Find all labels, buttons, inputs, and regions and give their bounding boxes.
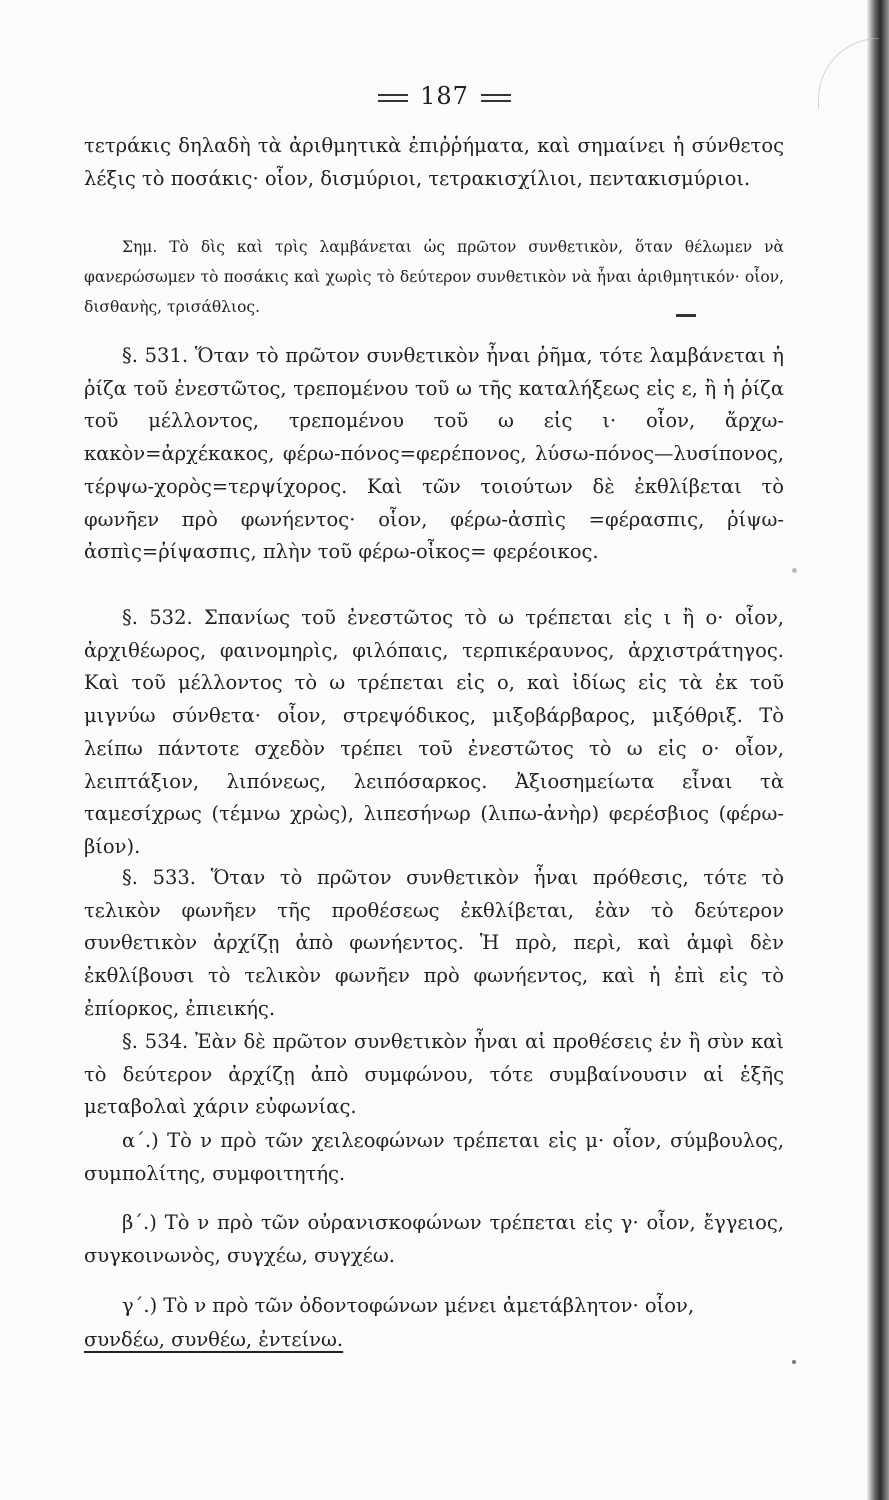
rule-gamma: γ΄.) Τὸ ν πρὸ τῶν ὀδοντοφώνων μένει ἀμετάβλητον· οἷον, xyxy=(122,1294,695,1317)
rule-alpha: α΄.) Τὸ ν πρὸ τῶν χειλεοφώνων τρέπεται εἰς μ· οἷον, σύμβουλος, συμπολίτης, συμφοιτητής. xyxy=(84,1129,784,1185)
paper-speck xyxy=(792,568,797,573)
page-edge-shadow xyxy=(867,0,889,1500)
section-531: §. 531. Ὅταν τὸ πρῶτον συνθετικὸν ἦναι ῥῆμα, τότε λαμβάνεται ἡ ῥίζα τοῦ ἐνεστῶτος, τρεπομένου τοῦ ω τῆς καταλήξεως εἰς ε, ἢ ἡ ῥίζα τοῦ μέλλοντος, τρεπομένου τοῦ ω εἰς ι· οἷον, ἄρχω-κακὸν=ἀρχέκακος, φέρω-πόνος=φερέπονος, λύσω-πόνος—λυσίπονος, τέρψω-χορὸς=τερψίχορος. Καὶ τῶν τοιούτων δὲ ἐκθλίβεται τὸ φωνῆεν πρὸ φωνήεντος· οἷον, φέρω-ἀσπὶς =φέρασπις, ῥίψω-ἀσπὶς=ῥίψασπις, πλὴν τοῦ φέρω-οἶκος= φερέοικος. xyxy=(84,344,784,564)
underlined-examples: συνδέω, συνθέω, ἐντείνω. xyxy=(84,1328,344,1351)
rule-beta: β΄.) Τὸ ν πρὸ τῶν οὐρανισκοφώνων τρέπεται εἰς γ· οἷον, ἔγγειος, συγκοινωνὸς, συγχέω, συγχέω. xyxy=(84,1211,784,1267)
header-rule-left xyxy=(378,94,408,102)
rule-gamma-examples xyxy=(84,1324,784,1357)
page-number: 187 xyxy=(420,82,469,110)
paper-speck xyxy=(792,1360,796,1364)
page-header xyxy=(0,82,889,110)
section-534: §. 534. Ἐὰν δὲ πρῶτον συνθετικὸν ἦναι αἱ προθέσεις ἐν ἢ σὺν καὶ τὸ δεύτερον ἀρχίζῃ ἀπὸ συμφώνου, τότε συμβαίνουσιν αἱ ἑξῆς μεταβολαὶ χάριν εὐφωνίας. xyxy=(84,1030,784,1119)
paragraph-continuation: τετράκις δηλαδὴ τὰ ἀριθμητικὰ ἐπιῤῥήματα, καὶ σημαίνει ἡ σύνθετος λέξις τὸ ποσάκις· οἷον, δισμύριοι, τετρακισχίλιοι, πεντακισμύριοι. xyxy=(84,134,784,190)
ink-dash-mark xyxy=(676,314,696,317)
header-rule-right xyxy=(481,94,511,102)
section-533: §. 533. Ὅταν τὸ πρῶτον συνθετικὸν ἦναι πρόθεσις, τότε τὸ τελικὸν φωνῆεν τῆς προθέσεως ἐκθλίβεται, ἐὰν τὸ δεύτερον συνθετικὸν ἀρχίζῃ ἀπὸ φωνήεντος. Ἡ πρὸ, περὶ, καὶ ἀμφὶ δὲν ἐκθλίβουσι τὸ τελικὸν φωνῆεν πρὸ φωνήεντος, καὶ ἡ ἐπὶ εἰς τὸ ἐπίορκος, ἐπιεικής. xyxy=(84,866,784,1020)
section-532: §. 532. Σπανίως τοῦ ἐνεστῶτος τὸ ω τρέπεται εἰς ι ἢ ο· οἷον, ἀρχιθέωρος, φαινομηρὶς, φιλόπαις, τερπικέραυνος, ἀρχιστράτηγος. Καὶ τοῦ μέλλοντος τὸ ω τρέπεται εἰς ο, καὶ ἰδίως εἰς τὰ ἐκ τοῦ μιγνύω σύνθετα· οἷον, στρεψόδικος, μιξοβάρβαρος, μιξόθριξ. Τὸ λείπω πάντοτε σχεδὸν τρέπει τοῦ ἐνεστῶτος τὸ ω εἰς ο· οἷον, λειπτάξιον, λιπόνεως, λειπόσαρκος. Ἀξιοσημείωτα εἶναι τὰ ταμεσίχρως (τέμνω χρὼς), λιπεσήνωρ (λιπω-ἀνὴρ) φερέσβιος (φέρω-βίον). xyxy=(84,606,784,858)
note-paragraph: Σημ. Τὸ δὶς καὶ τρὶς λαμβάνεται ὡς πρῶτον συνθετικὸν, ὅταν θέλωμεν νὰ φανερώσωμεν τὸ ποσάκις καὶ χωρὶς τὸ δεύτερον συνθετικὸν νὰ ἦναι ἀριθμητικόν· οἷον, δισθανὴς, τρισάθλιος. xyxy=(84,238,784,316)
